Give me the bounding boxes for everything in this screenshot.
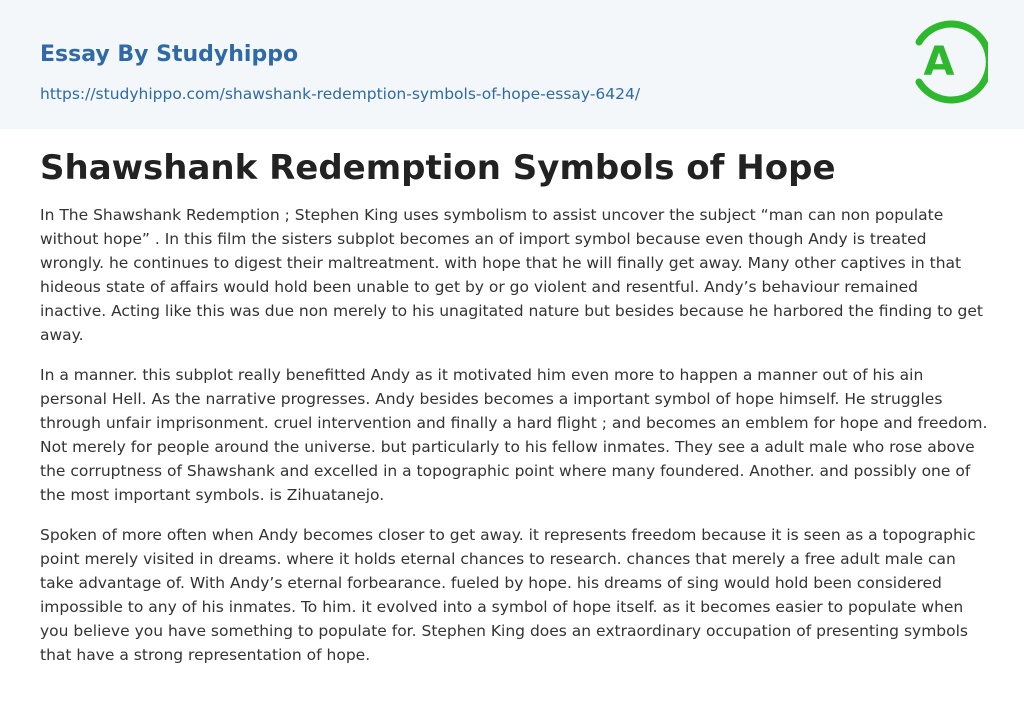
article-paragraph: In a manner. this subplot really benefitted Andy as it motivated him even more to happen a manner out of his ain personal Hell. As the narrative progresses. Andy besides becomes a important symbol of hope himself. He struggles through unfair imprisonment. cruel intervention and finally a hard flight ; and becomes an emblem for hope and freedom. Not merely for people around the universe. but particularly to his fellow inmates. They see a adult male who rose above the corruptness of Shawshank and excelled in a topographic point where many foundered. Another. and possibly one of the most important symbols. is Zihuatanejo. xyxy=(40,366,988,504)
article xyxy=(40,146,988,667)
article-paragraph: Spoken of more often when Andy becomes closer to get away. it represents freedom because it is seen as a topographic point merely visited in dreams. where it holds eternal chances to research. chances that merely a free adult male can take advantage of. With Andy’s eternal forbearance. fueled by hope. his dreams of sing would hold been considered impossible to any of his inmates. To him. it evolved into a symbol of hope itself. as it becomes easier to populate when you believe you have something to populate for. Stephen King does an extraordinary occupation of presenting symbols that have a strong representation of hope. xyxy=(40,526,976,664)
article-paragraph: In The Shawshank Redemption ; Stephen King uses symbolism to assist uncover the subject “man can non populate without hope” . In this film the sisters subplot becomes an of import symbol because even though Andy is treated wrongly. he continues to digest their maltreatment. with hope that he will finally get away. Many other captives in that hideous state of affairs would hold been unable to get by or go violent and resentful. Andy’s behaviour remained inactive. Acting like this was due non merely to his unagitated nature but besides because he harbored the finding to get away. xyxy=(40,206,984,344)
page-title: Shawshank Redemption Symbols of Hope xyxy=(40,148,836,188)
studyhippo-logo-icon[interactable] xyxy=(910,18,988,106)
logo-letter: A xyxy=(923,39,955,85)
site-title: Essay By Studyhippo xyxy=(40,42,299,67)
source-url-link[interactable]: https://studyhippo.com/shawshank-redemption-symbols-of-hope-essay-6424/ xyxy=(40,85,641,103)
page-header xyxy=(0,0,1024,129)
